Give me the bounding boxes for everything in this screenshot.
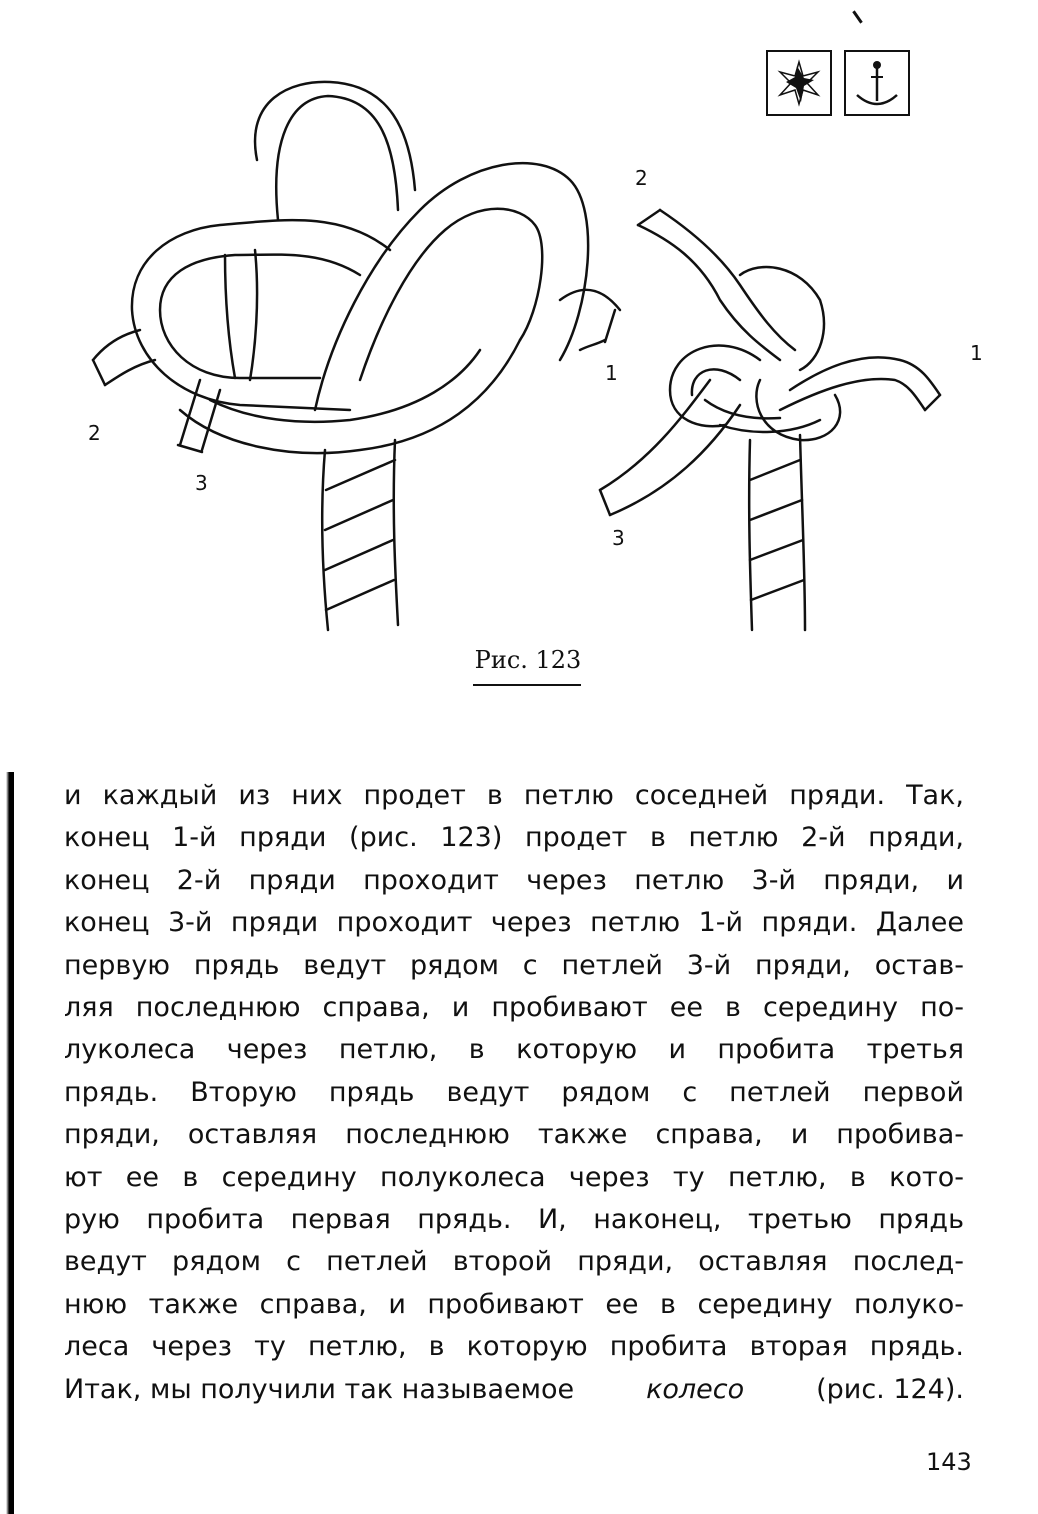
- text-line: первую прядь ведут рядом с петлей 3-й пряди, остав-: [64, 949, 964, 981]
- text-line: и каждый из них продет в петлю соседней пряди. Так,: [64, 780, 964, 811]
- text-line: нюю также справа, и пробивают ее в середину полуко-: [64, 1288, 964, 1320]
- text-line: ляя последнюю справа, и пробивают ее в середину по-: [64, 992, 964, 1024]
- left-label-2: 2: [88, 421, 101, 445]
- right-label-3: 3: [612, 526, 625, 550]
- left-label-1: 1: [605, 361, 618, 385]
- text-line: леса через ту петлю, в которую пробита вторая прядь.: [64, 1331, 964, 1363]
- right-label-1: 1: [970, 341, 983, 365]
- text-line: рую пробита первая прядь. И, наконец, третью прядь: [64, 1204, 964, 1236]
- page-scan-edge: [6, 772, 14, 1514]
- text-line: конец 1-й пряди (рис. 123) продет в петлю 2-й пряди,: [64, 822, 964, 854]
- text-line: луколеса через петлю, в которую и пробита третья: [64, 1034, 964, 1066]
- text-line: ведут рядом с петлей второй пряди, оставляя послед-: [64, 1246, 964, 1278]
- page-number: 143: [926, 1448, 972, 1476]
- text-line: конец 2-й пряди проходит через петлю 3-й пряди, и: [64, 864, 964, 896]
- text-line: ют ее в середину полуколеса через ту петлю, в кото-: [64, 1161, 964, 1193]
- last-line-after: (рис. 124).: [816, 1373, 964, 1405]
- text-line: конец 3-й пряди проходит через петлю 1-й пряди. Далее: [64, 907, 964, 939]
- last-line-before: Итак, мы получили так называемое: [64, 1373, 575, 1405]
- left-knot-drawing: [93, 82, 620, 630]
- text-line: пряди, оставляя последнюю также справа, и пробива-: [64, 1119, 964, 1151]
- text-line: прядь. Вторую прядь ведут рядом с петлей первой: [64, 1076, 964, 1108]
- body-text: [64, 775, 964, 1411]
- knot-illustration: [60, 60, 1000, 640]
- scan-speck: [852, 10, 862, 23]
- term-koleso: колесо: [646, 1373, 745, 1405]
- text-line-last: [64, 1369, 964, 1411]
- right-knot-drawing: [600, 210, 940, 630]
- caption-underline: [473, 684, 581, 686]
- right-label-2: 2: [635, 166, 648, 190]
- left-label-3: 3: [195, 471, 208, 495]
- figure-caption: Рис. 123: [474, 646, 582, 674]
